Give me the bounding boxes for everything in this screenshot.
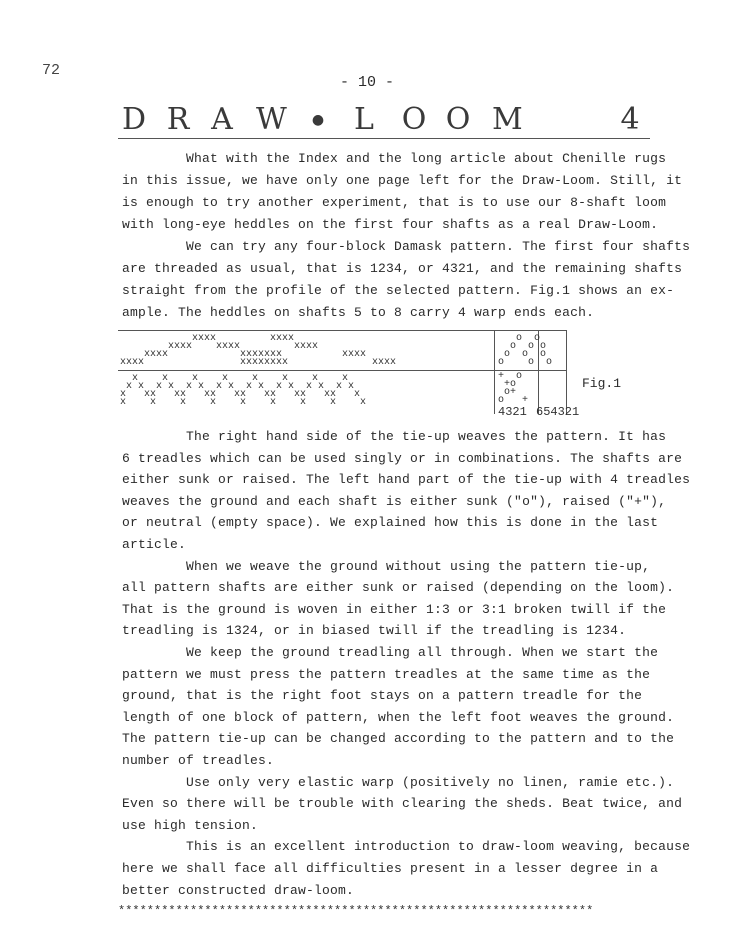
tieup-left-row: o + [498,395,529,406]
text-line: What with the Index and the long article about Chenille rugs [122,151,667,166]
tieup-right-row: o o [498,333,541,344]
text-line: Even so there will be trouble with clearing the sheds. Beat twice, and [122,796,683,812]
text-line: ground, that is the right foot stays on a pattern treadle for the [122,688,643,704]
article-title [120,104,650,138]
text-line: Use only very elastic warp (positively no linen, ramie etc.). [122,774,675,790]
title-letter: O [445,102,471,137]
text-line: all pattern shafts are either sunk or raised (depending on the loom). [122,580,675,596]
title-letter: L [354,102,374,137]
text-line: in this issue, we have only one page left for the Draw-Loom. Still, it [122,173,683,188]
treadle-numbers-left: 4321 [498,405,527,419]
twill-row: x x x x x x x x x x x x x x x x [120,381,355,392]
tieup-right-row: o o o [498,357,553,368]
text-line: pattern we must press the pattern treadles at the same time as the [122,666,651,682]
text-line: treadling is 1324, or in biased twill if the treadling is 1234. [122,623,627,639]
text-line: use high tension. [122,817,259,833]
figure-top-rule [118,330,566,331]
twill-row: x x x x x x x x [120,373,349,384]
title-letter: W [256,102,287,137]
text-line: ample. The heddles on shafts 5 to 8 carry 4 warp ends each. [122,305,595,320]
tieup-right-row: o o o [498,349,547,360]
page-number: - 10 - [340,74,395,91]
text-line: better constructed draw-loom. [122,882,355,898]
text-line: or neutral (empty space). We explained how this is done in the last [122,515,659,531]
title-rule [118,138,650,139]
text-line: article. [122,537,187,552]
text-line: The pattern tie-up can be changed according to the pattern and to the [122,731,675,747]
profile-row: xxxx xxxxxxxx xxxx [120,357,397,368]
tieup-left-row: + o [498,371,523,382]
text-line: length of one block of pattern, when the left foot weaves the ground. [122,709,675,725]
text-line: The right hand side of the tie-up weaves the pattern. It has [122,429,667,444]
tieup-left-row: o+ [498,387,517,398]
tieup-left-row: +o [498,379,517,390]
text-line: This is an excellent introduction to draw-loom weaving, because [122,839,691,855]
page-corner-number: 72 [42,62,61,79]
tieup-right-row: o o o [498,341,547,352]
text-line: We keep the ground treadling all through. When we start the [122,645,659,660]
text-line: with long-eye heddles on the first four shafts as a real Draw-Loom. [122,217,659,232]
text-line: When we weave the ground without using the pattern tie-up, [122,558,651,574]
title-dot: ● [311,112,325,128]
text-line: is enough to try another experiment, that is to use our 8-shaft loom [122,195,667,210]
text-line: straight from the profile of the selected pattern. Fig.1 shows an ex- [122,283,675,298]
tieup-divider-right [566,330,567,414]
title-letter: R [166,102,190,137]
twill-row: x x x x x x x x x [120,397,367,408]
twill-row: x xx xx xx xx xx xx xx x [120,389,361,400]
text-line: That is the ground is woven in either 1:3 or 3:1 broken twill if the [122,601,667,617]
tieup-divider-left [494,330,495,414]
profile-row: xxxx xxxx [120,333,295,344]
treadle-numbers-right: 654321 [536,405,580,419]
figure-1 [118,330,678,418]
text-line: here we shall face all difficulties present in a lesser degree in a [122,861,659,876]
profile-row: xxxx xxxx xxxx [120,341,319,352]
closing-stars-rule: ****************************************************************** [118,904,594,918]
text-line: weaves the ground and each shaft is either sunk ("o"), raised ("+"), [122,493,667,509]
title-letter: M [492,102,523,137]
text-line: We can try any four-block Damask pattern. The first four shafts [122,239,691,254]
profile-row: xxxx xxxxxxx xxxx [120,349,367,360]
title-letter: O [401,102,427,137]
title-number: 4 [620,102,640,137]
text-line: number of treadles. [122,753,275,768]
figure-label: Fig.1 [582,376,622,391]
text-line: are threaded as usual, that is 1234, or 4321, and the remaining shafts [122,261,683,276]
text-line: 6 treadles which can be used singly or in combinations. The shafts are [122,450,683,466]
title-letter: A [211,102,233,137]
text-line: either sunk or raised. The left hand part of the tie-up with 4 treadles [122,472,691,488]
title-letter: D [121,102,147,137]
